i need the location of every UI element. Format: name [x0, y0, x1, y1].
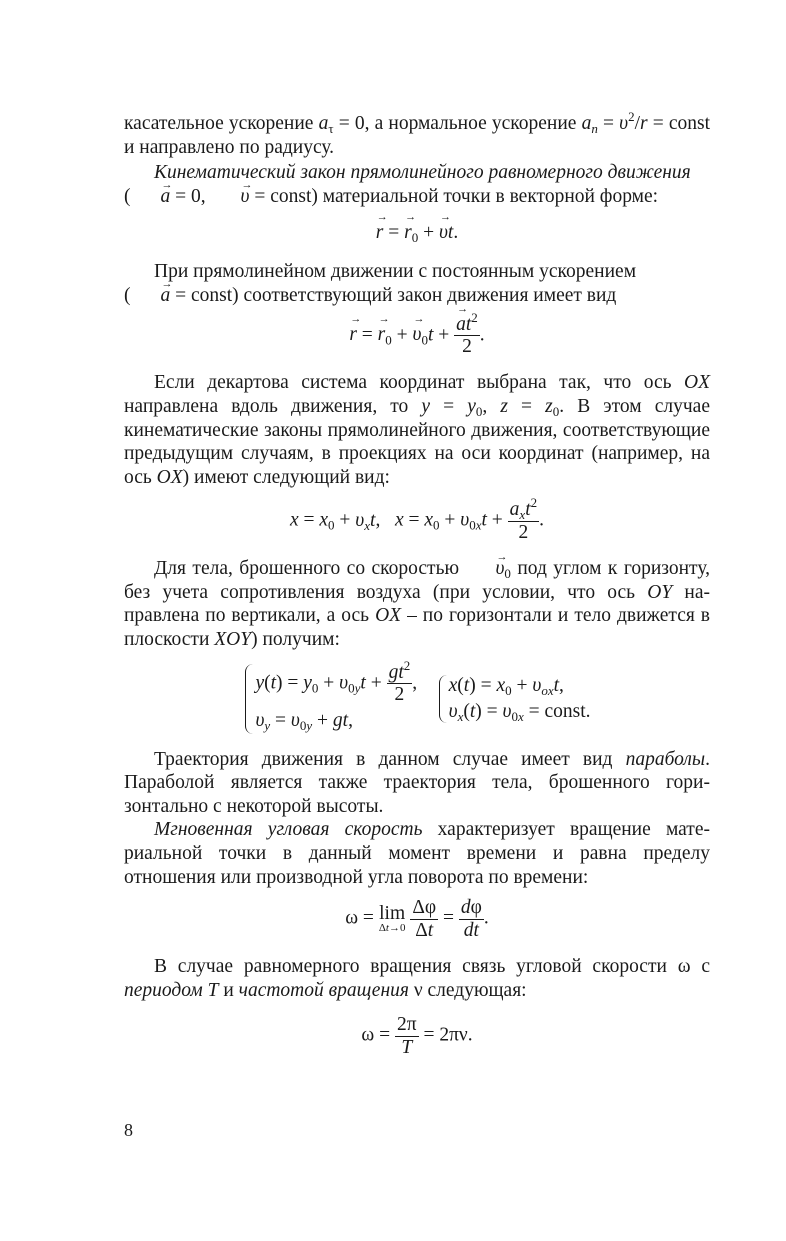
paragraph-7: Мгновенная угловая скорость характеризует вращение материальной точки в данный момент времени и равна пределу отношения или производной угла поворота по времени: [124, 819, 710, 888]
system-vertical: $y(t) = y_0 + \upsilon_{0y}t$ + $\frac{gt^2}{2}$ , $\upsilon_y = \upsilon_{0y}$ + gt, [243, 662, 417, 736]
equation-angular-velocity: ω = lim Δt→0 $\frac{\Delta\varphi}{\Delta t}$ = $\frac{d\varphi}{dt}$ . [345, 897, 489, 941]
equation-uniform: → r = → $r_0$ + → υt. [124, 222, 710, 244]
equation-system-projectile [124, 657, 710, 736]
page-body [124, 109, 711, 1058]
equation-period-frequency: ω = $\frac{2\pi}{T}$ = 2πν. [361, 1014, 473, 1058]
paragraph-5: Для тела, брошенного со скоростью → $\upsilon_0$ под углом к горизонту, без учета сопротивления воздуха (при условии, что ось OY направлена по вертикали, а ось OX – по горизонтали и тело движется в плоскости XOY) получим: [124, 557, 710, 651]
paragraph-2: Кинематический закон прямолинейного равномерного движения (→ a = 0, → υ = const) материальной точки в векторной форме: [124, 161, 710, 208]
page-number: 8 [124, 1120, 133, 1140]
paragraph-6: Траектория движения в данном случае имеет вид параболы. Параболой является также траектория тела, брошенного горизонтально с некоторой высоты. [124, 748, 710, 817]
equation-projections: $x = x_0 + \upsilon_xt$, $x = x_0 + \upsilon_{0x}t$ + $\frac{a_xt^2}{2}$ . [289, 495, 544, 543]
system-horizontal: $x(t) = x_0 + \upsilon_{ox}t$, $\upsilon_x(t) = \upsilon_{0x}$ = const. [437, 673, 591, 725]
paragraph-8: В случае равномерного вращения связь угловой скорости ω с периодом T и частотой вращения ν следующая: [124, 955, 710, 1001]
paragraph-4: Если декартова система координат выбрана так, что ось OX направлена вдоль движения, то $y = y_0$, $z = z_0$. В этом случае кинематические законы прямолинейного движения, соответствующие предыдущим случаям, в проекциях на оси координат (например, на ось OX) имеют следующий вид: [124, 372, 710, 488]
paragraph-1: касательное ускорение $a_\tau = 0$, а нормальное ускорение $a_n = \upsilon^2/r$ = const и направлено по радиусу. [124, 109, 711, 158]
equation-accelerated: → r = → $r_0$ + → $\upsilon_0t$ + → $\frac{at^2}{2}$ . [124, 314, 710, 358]
paragraph-3: При прямолинейном движении с постоянным ускорением (→ a = const) соответствующий закон движения имеет вид [124, 260, 710, 307]
